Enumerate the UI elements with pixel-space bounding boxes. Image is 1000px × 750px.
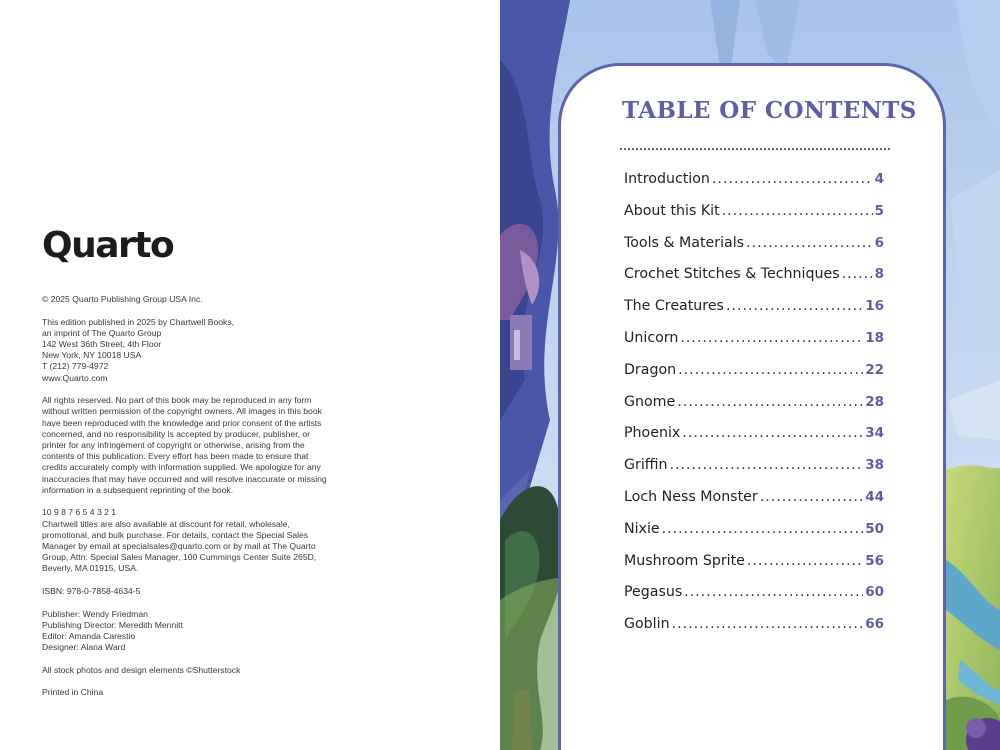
rights-line: inaccuracies that may have occurred and will resolve inaccurate or missing [42, 473, 327, 484]
toc-leader-dots [662, 521, 864, 537]
sales-line: promotional, and bulk purchase. For details, contact the Special Sales [42, 529, 309, 540]
toc-entry-label: The Creatures [624, 298, 724, 315]
toc-entry-page: 8 [874, 266, 884, 283]
publisher-logo: Quarto [42, 225, 174, 266]
toc-entry-page: 16 [865, 298, 884, 315]
edition-line: New York, NY 10018 USA [42, 350, 142, 361]
toc-leader-dots [746, 235, 873, 251]
rights-line: concerned, and no responsibility is accepted by producer, publisher, or [42, 428, 311, 439]
toc-entry[interactable] [624, 616, 884, 644]
toc-leader-dots [677, 394, 863, 410]
rights-line: information in a subsequent reprinting of the book. [42, 484, 234, 495]
toc-entry-label: Goblin [624, 616, 670, 633]
toc-leader-dots [747, 553, 863, 569]
credits-block [42, 609, 382, 654]
toc-leader-dots [672, 616, 864, 632]
toc-entry[interactable] [624, 553, 884, 581]
toc-entry-page: 22 [865, 361, 884, 378]
edition-line: an imprint of The Quarto Group [42, 327, 162, 338]
printed-in: Printed in China [42, 687, 104, 698]
edition-line: T (212) 779-4972 [42, 361, 109, 372]
toc-entry-label: Tools & Materials [624, 234, 745, 251]
toc-entry-label: About this Kit [624, 202, 720, 219]
toc-entry-label: Loch Ness Monster [624, 489, 758, 505]
sales-line: Group, Attn: Special Sales Manager, 100 Cummings Center Suite 265D, [42, 552, 317, 563]
toc-entry[interactable] [624, 362, 884, 390]
rights-line: printer for any infringement of copyright or otherwise, arising from the [42, 440, 305, 451]
sales-line: 10 9 8 7 6 5 4 3 2 1 [42, 507, 117, 518]
toc-entry-label: Mushroom Sprite [624, 552, 745, 569]
toc-leader-dots [684, 584, 863, 600]
rights-line: All rights reserved. No part of this book may be reproduced in any form [42, 395, 312, 406]
toc-entry[interactable] [624, 457, 884, 485]
rights-line: credits accurately comply with information supplied. We apologize for any [42, 462, 321, 473]
toc-title: TABLE OF CONTENTS [622, 97, 917, 124]
toc-entry-page: 50 [865, 520, 884, 537]
toc-entry-page: 56 [865, 552, 884, 569]
sales-line: Beverly, MA 01915, USA. [42, 563, 139, 574]
edition-line: This edition published in 2025 by Chartwell Books, [42, 316, 235, 327]
toc-entry-page: 38 [865, 457, 884, 474]
rights-line: contents of this publication. Every effort has been made to ensure that [42, 451, 309, 462]
sales-line: Chartwell titles are also available at discount for retail, wholesale, [42, 518, 290, 529]
stock-credit: All stock photos and design elements ©Shutterstock [42, 664, 241, 675]
toc-entry[interactable] [624, 584, 884, 612]
toc-leader-dots [682, 425, 863, 441]
toc-leader-dots [669, 457, 863, 473]
rights-line: have been reproduced with the knowledge and prior consent of the artists [42, 417, 322, 428]
toc-entry-label: Crochet Stitches & Techniques [624, 266, 840, 283]
toc-leader-dots [842, 266, 873, 282]
sales-block [42, 507, 382, 574]
toc-divider [620, 148, 890, 150]
toc-entry[interactable] [624, 425, 884, 453]
toc-entry-label: Phoenix [624, 425, 681, 442]
edition-line: 142 West 36th Street, 4th Floor [42, 339, 162, 349]
toc-entry-label: Griffin [624, 457, 668, 474]
toc-entry-page: 5 [874, 202, 884, 219]
toc-entry-label: Gnome [624, 393, 676, 410]
toc-leader-dots [722, 203, 873, 219]
sales-line: Manager by email at specialsales@quarto.com or by mail at The Quarto [42, 541, 316, 552]
toc-entry-page: 28 [865, 393, 884, 410]
toc-leader-dots [712, 171, 873, 187]
toc-entry-label: Introduction [624, 171, 710, 187]
toc-leader-dots [760, 489, 864, 505]
toc-entry[interactable] [624, 298, 884, 326]
toc-entry-page: 60 [865, 584, 884, 601]
toc-entry[interactable] [624, 203, 884, 231]
credit-line: Publishing Director: Meredith Mennitt [42, 619, 183, 630]
toc-entry[interactable] [624, 235, 884, 263]
toc-entry[interactable] [624, 489, 884, 517]
edition-block [42, 317, 382, 384]
toc-entry-label: Pegasus [624, 584, 683, 601]
isbn-line: ISBN: 978-0-7858-4634-5 [42, 586, 141, 597]
rights-line: without written permission of the copyright owners. All images in this book [42, 406, 322, 417]
toc-entry-page: 66 [865, 616, 884, 633]
toc-entry-label: Nixie [624, 520, 660, 537]
toc-entry-label: Unicorn [624, 330, 679, 346]
toc-entry[interactable] [624, 330, 884, 358]
edition-line: www.Quarto.com [42, 372, 108, 383]
toc-entry[interactable] [624, 394, 884, 422]
toc-leader-dots [680, 330, 863, 346]
toc-leader-dots [726, 298, 863, 314]
toc-entry-page: 34 [865, 425, 884, 442]
credit-line: Designer: Alana Ward [42, 642, 126, 653]
toc-entry-page: 4 [874, 171, 884, 187]
toc-entry-label: Dragon [624, 361, 677, 378]
credit-line: Editor: Amanda Carestio [42, 631, 136, 642]
toc-leader-dots [678, 362, 863, 378]
rights-block [42, 395, 382, 496]
toc-entry-page: 44 [865, 489, 884, 505]
toc-entry[interactable] [624, 171, 884, 199]
copyright-block [42, 294, 382, 710]
toc-entry-page: 18 [865, 330, 884, 346]
toc-entry[interactable] [624, 521, 884, 549]
credit-line: Publisher: Wendy Friedman [42, 608, 148, 619]
toc-entry-page: 6 [874, 234, 884, 251]
toc-entry[interactable] [624, 266, 884, 294]
copyright-line: © 2025 Quarto Publishing Group USA Inc. [42, 294, 203, 304]
